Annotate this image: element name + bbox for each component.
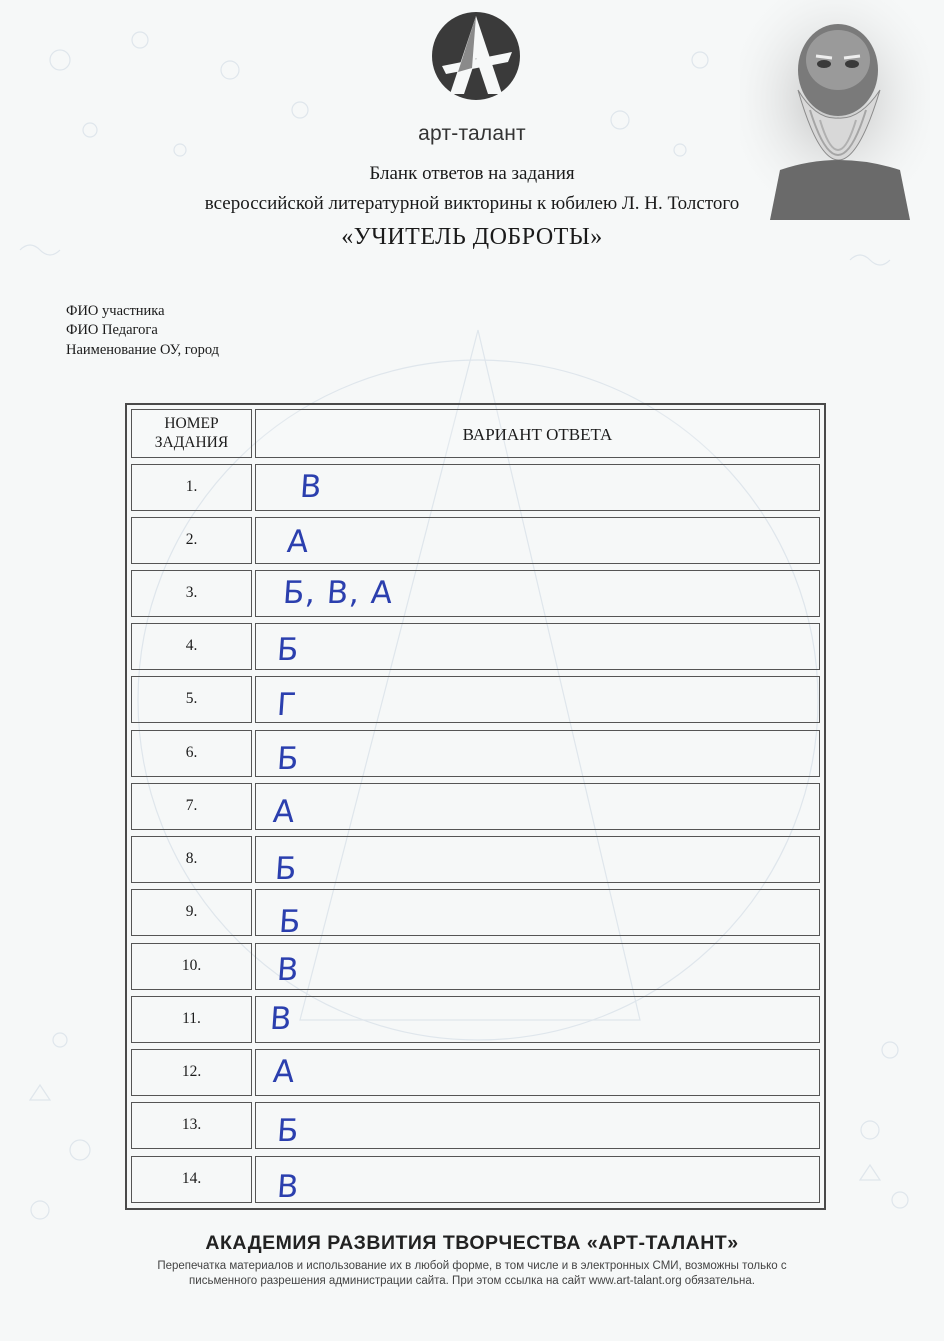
task-number-cell: 4. (131, 623, 252, 670)
answer-cell[interactable] (255, 836, 820, 887)
handwritten-answer: Б (275, 1113, 301, 1149)
quiz-title: «УЧИТЕЛЬ ДОБРОТЫ» (341, 224, 603, 250)
footer-title: АКАДЕМИЯ РАЗВИТИЯ ТВОРЧЕСТВА «АРТ-ТАЛАНТ» (205, 1232, 739, 1254)
footer-note-line1: Перепечатка материалов и использование их в любой форме, в том числе и в электронных СМИ, возможны только с (157, 1260, 787, 1272)
title-line-2: всероссийской литературной викторины к юбилею Л. Н. Толстого (204, 193, 740, 214)
handwritten-answer: В (275, 952, 301, 988)
footer-note-line2: письменного разрешения администрации сайта. При этом ссылка на сайт www.art-talant.org обязательна. (189, 1275, 755, 1287)
answer-cell[interactable] (255, 623, 820, 670)
handwritten-answer: В (268, 1001, 294, 1037)
header-answer-variant: ВАРИАНТ ОТВЕТА (255, 409, 820, 458)
task-number-cell: 8. (131, 836, 252, 883)
handwritten-answer: А (271, 1054, 297, 1090)
handwritten-answer: А (271, 794, 297, 830)
task-number-cell: 9. (131, 889, 252, 936)
answer-cell[interactable] (255, 889, 820, 940)
header-task-number (131, 409, 252, 458)
answer-cell[interactable] (255, 783, 820, 830)
handwritten-answer: В (298, 469, 324, 505)
handwritten-answer: Б, В, А (281, 575, 395, 611)
task-number-cell: 3. (131, 570, 252, 617)
teacher-label: ФИО Педагога (66, 322, 158, 338)
task-number-cell: 11. (131, 996, 252, 1043)
task-number-cell: 1. (131, 464, 252, 511)
task-number-cell: 14. (131, 1156, 252, 1203)
handwritten-answer: Б (273, 851, 299, 887)
answer-cell[interactable] (255, 996, 820, 1043)
handwritten-answer: Б (275, 741, 301, 777)
handwritten-answer: Г (275, 687, 299, 723)
task-number-cell: 13. (131, 1102, 252, 1149)
handwritten-answer: Б (277, 904, 303, 940)
art-talant-logo-icon (428, 8, 524, 116)
brand-name: арт-талант (418, 122, 526, 145)
answer-cell[interactable] (255, 730, 820, 777)
task-number-cell: 10. (131, 943, 252, 990)
answer-cell[interactable] (255, 676, 820, 723)
task-number-cell: 7. (131, 783, 252, 830)
answer-cell[interactable] (255, 464, 820, 511)
title-line-1: Бланк ответов на задания (369, 163, 575, 184)
answer-cell[interactable] (255, 943, 820, 990)
answer-cell[interactable] (255, 1049, 820, 1096)
handwritten-answer: Б (275, 632, 301, 668)
task-number-cell: 5. (131, 676, 252, 723)
handwritten-answer: В (275, 1169, 301, 1205)
task-number-cell: 6. (131, 730, 252, 777)
tolstoy-portrait-image (740, 0, 930, 220)
handwritten-answer: А (285, 524, 311, 560)
answer-cell[interactable] (255, 517, 820, 564)
task-number-cell: 12. (131, 1049, 252, 1096)
answer-cell[interactable] (255, 1102, 820, 1149)
participant-label: ФИО участника (66, 303, 165, 319)
header-task-number-line1: НОМЕР (164, 415, 219, 432)
school-label: Наименование ОУ, город (66, 342, 220, 358)
header-task-number-line2: ЗАДАНИЯ (154, 434, 229, 451)
answer-cell[interactable] (255, 1156, 820, 1203)
task-number-cell: 2. (131, 517, 252, 564)
